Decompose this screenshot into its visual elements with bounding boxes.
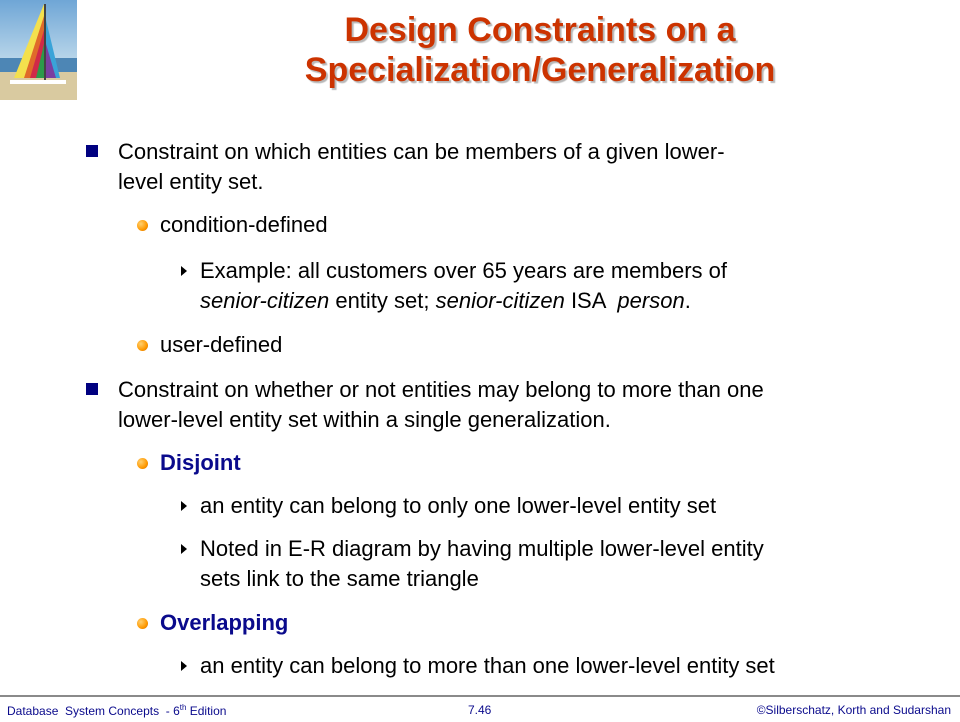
triangle-bullet-icon [181, 544, 187, 554]
sub-bullet-user-defined: user-defined [160, 332, 283, 357]
disjoint-point-b-line-2: sets link to the same triangle [200, 566, 479, 591]
text-segment: ISA [564, 288, 618, 313]
square-bullet-icon [86, 383, 98, 395]
triangle-bullet-icon [181, 266, 187, 276]
square-bullet-icon [86, 145, 98, 157]
slide-footer [0, 695, 960, 722]
disjoint-point-b-line-1: Noted in E-R diagram by having multiple lower-level entity [200, 536, 764, 561]
footer-page-number: 7.46 [468, 703, 492, 717]
sub-bullet-overlapping: Overlapping [160, 610, 289, 635]
footer-book-prefix: Database System Concepts - 6 [7, 704, 180, 718]
title-line-2: Specialization/Generalization [304, 51, 776, 89]
triangle-bullet-icon [181, 661, 187, 671]
dot-bullet-icon [137, 618, 148, 629]
example-line-2 [200, 286, 900, 316]
sub-bullet-condition-defined: condition-defined [160, 212, 328, 237]
footer-book-suffix: Edition [186, 704, 227, 718]
bullet-1-line-1: Constraint on which entities can be members of a given lower- [118, 139, 725, 164]
dot-bullet-icon [137, 220, 148, 231]
sub-bullet-disjoint: Disjoint [160, 450, 241, 475]
dot-bullet-icon [137, 458, 148, 469]
triangle-bullet-icon [181, 501, 187, 511]
text-segment: entity set; [329, 288, 436, 313]
disjoint-point-a: an entity can belong to only one lower-level entity set [200, 493, 717, 518]
bullet-2-line-2: lower-level entity set within a single generalization. [118, 407, 611, 432]
bullet-2-line-1: Constraint on whether or not entities may belong to more than one [118, 377, 764, 402]
footer-book-sup: th [179, 703, 187, 712]
title-line-1: Design Constraints on a [344, 11, 736, 49]
dot-bullet-icon [137, 340, 148, 351]
bullet-1-line-2: level entity set. [118, 169, 264, 194]
italic-term: senior-citizen [200, 288, 330, 313]
footer-copyright: ©Silberschatz, Korth and Sudarshan [756, 703, 951, 717]
italic-term: person [617, 288, 685, 313]
footer-book-title [7, 703, 226, 718]
text-segment: . [684, 288, 691, 313]
italic-term: senior-citizen [435, 288, 565, 313]
example-line-1: Example: all customers over 65 years are members of [200, 258, 727, 283]
overlapping-point-a: an entity can belong to more than one lower-level entity set [200, 653, 775, 678]
